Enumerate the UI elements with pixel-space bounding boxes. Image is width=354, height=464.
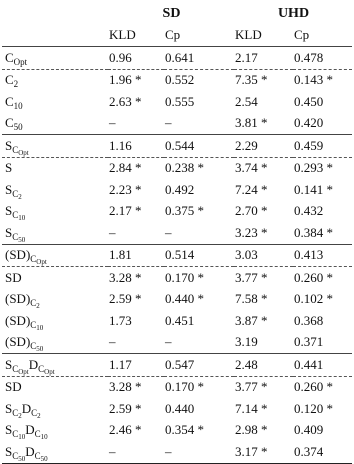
cell-value: 0.384 * [294,224,333,240]
cell-value: 0.544 [164,135,234,158]
cell-value: 0.96 [108,47,164,70]
cell-value: – [109,224,116,240]
cell-value: 0.552 [164,69,234,91]
empty-sub [2,24,108,47]
row-label: $C_2$ [2,69,108,91]
cell-value: 0.354 * [165,422,204,438]
cell-value: 7.35 * [234,69,293,91]
empty-corner [2,3,108,24]
cell-value: 0.441 [293,354,352,377]
cell-value: 1.17 [108,354,164,377]
cell-value: 0.413 [293,244,352,267]
table-row [2,69,352,91]
cell-value: 0.170 * [164,376,234,398]
cell-value: 0.547 [164,354,234,377]
cell-value: – [109,115,116,131]
col-header-cp-sd: Cp [165,27,181,42]
table-row [2,91,352,113]
row-label: $(SD)_{C_{50}}$ [5,334,44,354]
table-row [2,420,352,442]
table-row [2,376,352,398]
col-header-cp-uhd: Cp [294,27,310,42]
cell-value: 0.492 [165,181,195,197]
row-label: $(SD)_{C_{10}}$ [5,312,44,332]
row-label: SD [2,267,108,289]
cell-value: 0.293 * [293,157,352,179]
row-label: S [2,157,108,179]
cell-value: 0.450 [294,93,324,109]
row-label: $C_{50}$ [5,115,23,133]
row-label: $S_{C_{10}}$ [5,203,26,223]
cell-value: 0.368 [294,312,324,328]
cell-value: 2.46 * [109,422,142,438]
table-row [2,135,352,158]
cell-value: 0.141 * [294,181,333,197]
row-label: $S_{C_{50}}D_{C_{50}}$ [2,441,108,463]
row-label: $(SD)_{C_2}$ [5,291,40,311]
group-header-uhd: UHD [277,5,310,21]
cell-value: 0.478 [293,47,352,70]
cell-value: – [165,224,172,240]
cell-value: 3.77 * [234,267,293,289]
cell-value: 0.409 [294,422,324,438]
table-row [2,441,352,463]
cell-value: 1.96 * [108,69,164,91]
row-label: $S_{C_{10}}D_{C_{10}}$ [5,422,48,442]
cell-value: 0.555 [165,93,195,109]
cell-value: 2.98 * [235,422,268,438]
cell-value: 3.28 * [108,267,164,289]
cell-value: 0.459 [293,135,352,158]
cell-value: – [109,334,116,350]
cell-value: 0.260 * [293,376,352,398]
table-row [2,179,352,201]
cell-value: 0.440 * [165,291,204,307]
cell-value: 1.73 [109,312,132,328]
cell-value: 3.17 * [234,441,293,463]
cell-value: – [164,441,234,463]
results-table [2,3,352,464]
cell-value: 3.87 * [235,312,268,328]
cell-value: 3.28 * [108,376,164,398]
cell-value: 0.143 * [293,69,352,91]
row-label: $S_{C_{Opt}}D_{C_{Opt}}$ [2,354,108,377]
cell-value: 1.81 [108,244,164,267]
table-row [2,157,352,179]
cell-value: 0.641 [164,47,234,70]
cell-value: 2.17 [234,47,293,70]
col-header-kld-sd: KLD [109,27,136,42]
cell-value: – [165,334,172,350]
cell-value: 2.29 [234,135,293,158]
row-label: $(SD)_{C_{Opt}}$ [2,244,108,267]
group-header-sd: SD [162,5,181,21]
table-row [2,244,352,267]
cell-value: 1.16 [108,135,164,158]
row-label: $S_{C_2}$ [5,181,22,201]
cell-value: 2.54 [235,93,258,109]
cell-value: 0.371 [294,334,324,350]
row-label: $C_{Opt}$ [2,47,108,70]
table-row [2,113,352,135]
row-label: SD [2,376,108,398]
row-label: $S_{C_{Opt}}$ [2,135,108,158]
cell-value: 0.102 * [294,291,333,307]
cell-value: 0.375 * [165,203,204,219]
cell-value: 7.14 * [235,400,268,416]
cell-value: 2.63 * [109,93,142,109]
table-row [2,222,352,244]
cell-value: 3.74 * [234,157,293,179]
cell-value: 3.03 [234,244,293,267]
cell-value: 2.23 * [109,181,142,197]
row-label: $S_{C_{50}}$ [5,224,26,244]
cell-value: 2.59 * [109,291,142,307]
cell-value: – [165,115,172,131]
row-label: $S_{C_2}D_{C_2}$ [5,400,41,420]
cell-value: 2.17 * [109,203,142,219]
cell-value: 3.77 * [234,376,293,398]
table-row [2,289,352,311]
cell-value: 0.432 [294,203,324,219]
table-row [2,332,352,354]
cell-value: 0.260 * [293,267,352,289]
table-row [2,201,352,223]
cell-value: 0.440 [165,400,195,416]
cell-value: 7.24 * [235,181,268,197]
col-header-kld-uhd: KLD [235,27,262,42]
row-label: $C_{10}$ [5,93,23,111]
table-body [2,47,352,464]
cell-value: 7.58 * [235,291,268,307]
cell-value: 0.120 * [294,400,333,416]
cell-value: 2.70 * [235,203,268,219]
cell-value: 2.48 [234,354,293,377]
cell-value: 2.84 * [108,157,164,179]
table-row [2,398,352,420]
cell-value: – [108,441,164,463]
cell-value: 2.59 * [109,400,142,416]
table-row [2,354,352,377]
cell-value: 0.420 [294,115,324,131]
cell-value: 0.451 [165,312,195,328]
table-row [2,310,352,332]
cell-value: 3.19 [235,334,258,350]
cell-value: 0.374 [293,441,352,463]
cell-value: 0.514 [164,244,234,267]
cell-value: 3.81 * [235,115,268,131]
cell-value: 0.170 * [164,267,234,289]
cell-value: 3.23 * [235,224,268,240]
table-row [2,267,352,289]
table-row [2,47,352,70]
cell-value: 0.238 * [164,157,234,179]
